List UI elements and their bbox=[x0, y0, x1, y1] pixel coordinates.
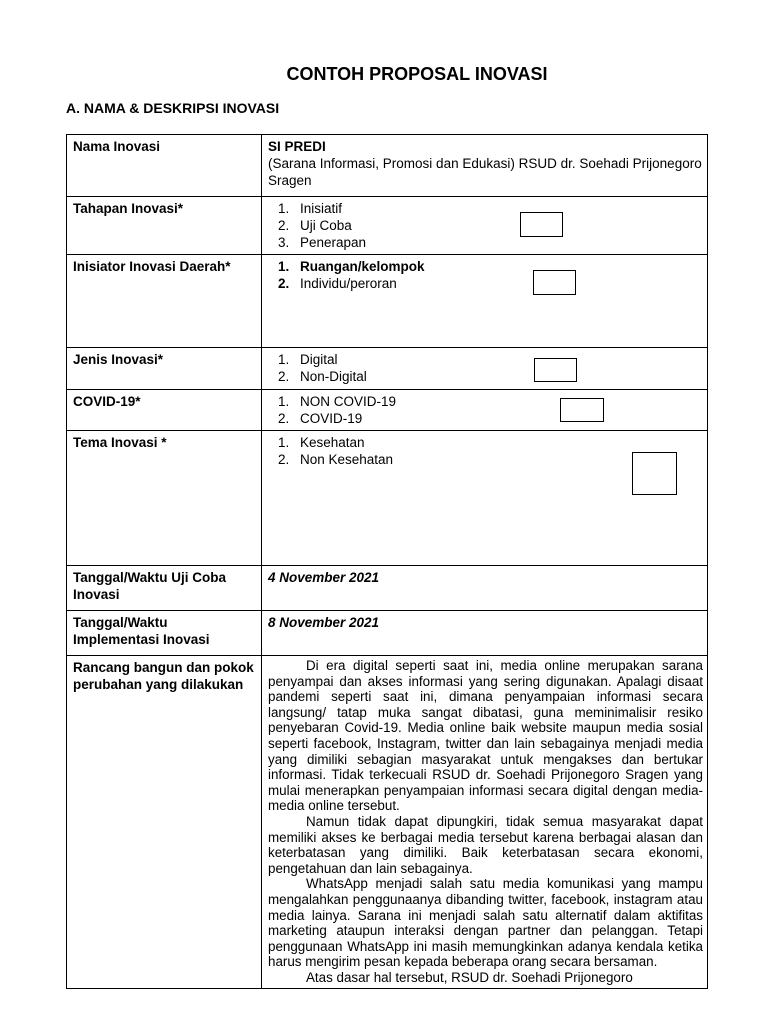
value-tanggal-implementasi: 8 November 2021 bbox=[262, 611, 708, 656]
innovation-name: SI PREDI bbox=[268, 139, 326, 154]
row-covid bbox=[67, 390, 708, 431]
row-nama-inovasi bbox=[67, 135, 708, 197]
label-tanggal-uji-coba: Tanggal/Waktu Uji Coba Inovasi bbox=[67, 566, 262, 611]
paragraph: Namun tidak dapat dipungkiri, tidak semua masyarakat dapat memiliki akses ke berbagai media tersebut karena berbagai alasan dan keterbatasan yang dimiliki. Baik keterbatasan secara ekonomi, pengetahuan dan lain sebagainya. bbox=[268, 813, 703, 876]
paragraph: Atas dasar hal tersebut, RSUD dr. Soehadi Prijonegoro bbox=[306, 969, 633, 985]
document-title: CONTOH PROPOSAL INOVASI bbox=[286, 64, 548, 84]
option-item: 2. COVID-19 bbox=[278, 411, 363, 426]
jenis-answer-box[interactable] bbox=[534, 358, 577, 382]
jenis-options bbox=[268, 351, 703, 385]
label-nama-inovasi: Nama Inovasi bbox=[67, 135, 262, 197]
label-inisiator: Inisiator Inovasi Daerah* bbox=[67, 255, 262, 348]
row-rancang-bangun bbox=[67, 656, 708, 989]
label-tahapan-inovasi: Tahapan Inovasi* bbox=[67, 197, 262, 255]
value-tahapan-inovasi bbox=[262, 197, 708, 255]
row-tanggal-uji-coba bbox=[67, 566, 708, 611]
option-item: 1. NON COVID-19 bbox=[278, 394, 397, 409]
option-item: 2. Uji Coba bbox=[278, 218, 352, 233]
option-item: 2. Non Kesehatan bbox=[278, 452, 394, 467]
row-jenis-inovasi bbox=[67, 348, 708, 390]
label-tanggal-implementasi: Tanggal/Waktu Implementasi Inovasi bbox=[67, 611, 262, 656]
inisiator-answer-box[interactable] bbox=[533, 270, 576, 295]
row-tanggal-implementasi bbox=[67, 611, 708, 656]
option-item: 1. Digital bbox=[278, 352, 338, 367]
tema-answer-box[interactable] bbox=[632, 452, 677, 495]
paragraph: WhatsApp menjadi salah satu media komunikasi yang mampu mengalahkan penggunaanya dibanding twitter, facebook, instagram atau media lainya. Sarana ini menjadi salah satu alternatif dalam aktifitas marketing ataupun interaksi dengan partner dan pelanggan. Tetapi penggunaan WhatsApp ini masih memungkinkan adanya kendala ketika harus mengirim pesan kepada beberapa orang secara bersaman. bbox=[268, 876, 703, 970]
row-inisiator bbox=[67, 255, 708, 348]
row-tahapan-inovasi bbox=[67, 197, 708, 255]
label-jenis-inovasi: Jenis Inovasi* bbox=[67, 348, 262, 390]
covid-options bbox=[268, 393, 703, 427]
value-covid bbox=[262, 390, 708, 431]
label-tema-inovasi: Tema Inovasi * bbox=[67, 431, 262, 566]
row-tema-inovasi bbox=[67, 431, 708, 566]
value-nama-inovasi bbox=[262, 135, 708, 197]
option-item: 2. Individu/peroran bbox=[278, 276, 397, 291]
innovation-description: (Sarana Informasi, Promosi dan Edukasi) RSUD dr. Soehadi Prijonegoro Sragen bbox=[268, 156, 702, 188]
inisiator-options bbox=[268, 258, 703, 292]
option-item: 3. Penerapan bbox=[278, 235, 367, 250]
option-item: 1. Inisiatif bbox=[278, 201, 343, 216]
label-covid: COVID-19* bbox=[67, 390, 262, 431]
option-item: 1. Kesehatan bbox=[278, 435, 365, 450]
value-tanggal-uji-coba: 4 November 2021 bbox=[262, 566, 708, 611]
paragraph: Di era digital seperti saat ini, media online merupakan sarana penyampai dan akses informasi yang sering digunakan. Apalagi disaat pandemi seperti saat ini, dimana penyampaian informasi secara langsung/ tatap muka sangat dibatasi, guna meminimalisir resiko penyebaran Covid-19. Media online baik website maupun media sosial seperti facebook, Instagram, twitter dan lain sebagainya menjadi media yang dimiliki sebagian masyarakat untuk mengakses dan bertukar informasi. Tidak terkecuali RSUD dr. Soehadi Prijonegoro Sragen yang mulai menerapkan penyampaian informasi secara digital dengan media-media online tersebut. bbox=[268, 658, 703, 814]
section-heading-a: A. NAMA & DESKRIPSI INOVASI bbox=[66, 100, 280, 116]
tahapan-options bbox=[268, 200, 703, 251]
option-item: 2. Non-Digital bbox=[278, 369, 367, 384]
covid-answer-box[interactable] bbox=[560, 398, 604, 422]
option-item: 1. Ruangan/kelompok bbox=[278, 259, 425, 274]
value-rancang-bangun bbox=[262, 656, 708, 989]
value-inisiator bbox=[262, 255, 708, 348]
value-jenis-inovasi bbox=[262, 348, 708, 390]
value-tema-inovasi bbox=[262, 431, 708, 566]
label-rancang-bangun: Rancang bangun dan pokok perubahan yang dilakukan bbox=[67, 656, 262, 989]
innovation-form-table bbox=[66, 134, 708, 989]
tahapan-answer-box[interactable] bbox=[520, 212, 563, 237]
